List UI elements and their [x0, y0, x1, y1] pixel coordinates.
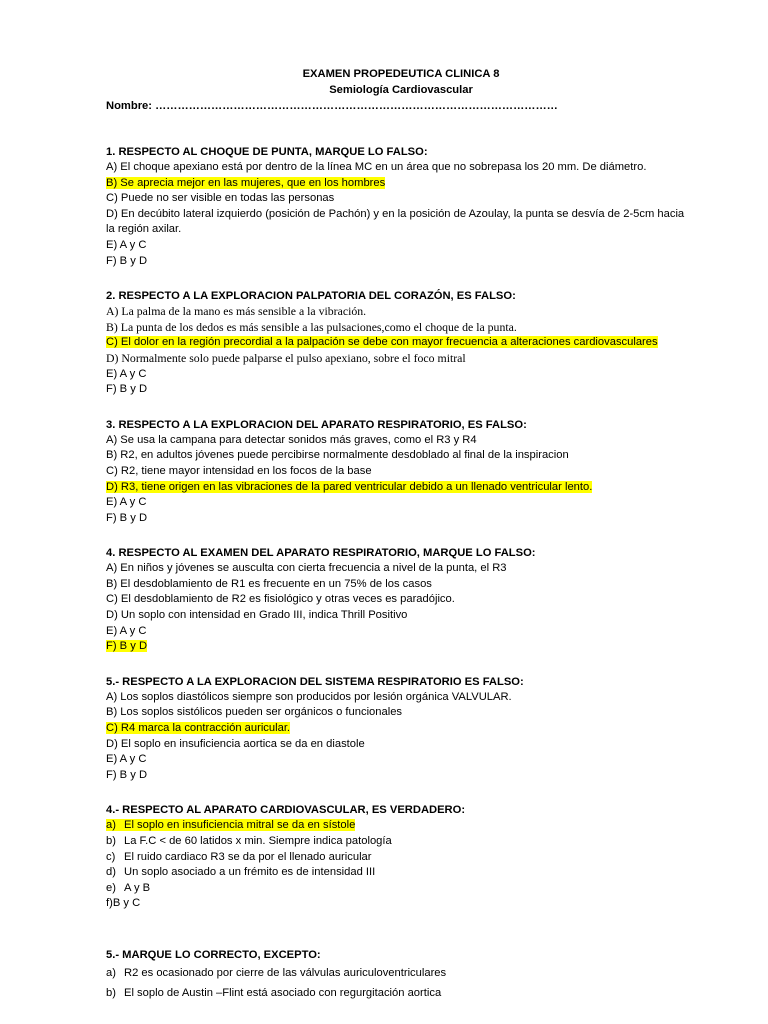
option-label: b) — [106, 986, 116, 999]
question-heading: 4.- RESPECTO AL APARATO CARDIOVASCULAR, ES VERDADERO: — [106, 804, 466, 817]
question-2 — [106, 288, 708, 398]
option-text: B y C — [112, 897, 141, 910]
option-d: D) Un soplo con intensidad en Grado III, indica Thrill Positivo — [106, 609, 408, 622]
name-field-label: Nombre: ……………………………………………………………………………………………… — [106, 100, 558, 112]
option-e: E) A y C — [106, 367, 147, 380]
option-text: A y B — [124, 881, 151, 894]
option-a: A) La palma de la mano es más sensible a la vibración. — [106, 304, 367, 319]
question-heading: 2. RESPECTO A LA EXPLORACION PALPATORIA DEL CORAZÓN, ES FALSO: — [106, 290, 516, 303]
option-f — [106, 896, 708, 912]
option-e — [106, 881, 708, 897]
option-d: D) En decúbito lateral izquierdo (posición de Pachón) y en la posición de Azoulay, la punta se desvía de 2-5cm hacia — [106, 207, 685, 220]
option-f: F) B y D — [106, 254, 148, 267]
question-heading: 5.- MARQUE LO CORRECTO, EXCEPTO: — [106, 948, 321, 961]
option-a: A) En niños y jóvenes se ausculta con cierta frecuencia a nivel de la punta, el R3 — [106, 562, 507, 575]
option-label: f) — [106, 897, 113, 910]
option-d: D) Normalmente solo puede palparse el pulso apexiano, sobre el foco mitral — [106, 350, 466, 365]
option-label: e) — [106, 881, 116, 894]
question-3 — [106, 417, 708, 527]
option-e: E) A y C — [106, 624, 147, 637]
option-c: C) Puede no ser visible en todas las personas — [106, 192, 335, 205]
option-e: E) A y C — [106, 496, 147, 509]
option-c-highlighted: C) R4 marca la contracción auricular. — [106, 722, 291, 735]
option-d: D) El soplo en insuficiencia aortica se da en diastole — [106, 737, 365, 750]
option-b — [106, 834, 708, 850]
option-text: Un soplo asociado a un frémito es de intensidad III — [124, 866, 376, 879]
option-d-continued: la región axilar. — [106, 223, 182, 236]
question-heading: 3. RESPECTO A LA EXPLORACION DEL APARATO RESPIRATORIO, ES FALSO: — [106, 418, 527, 431]
option-a: A) Los soplos diastólicos siempre son producidos por lesión orgánica VALVULAR. — [106, 690, 512, 703]
option-text: El soplo en insuficiencia mitral se da en sístole — [124, 819, 356, 832]
option-a: A) El choque apexiano está por dentro de la línea MC en un área que no sobrepasa los 20 mm. De diámetro. — [106, 161, 647, 173]
option-text: El soplo de Austin –Flint está asociado con regurgitación aortica — [124, 986, 442, 999]
option-b — [106, 986, 708, 1002]
option-f: F) B y D — [106, 768, 148, 781]
option-f: F) B y D — [106, 383, 148, 396]
exam-subtitle: Semiología Cardiovascular — [329, 84, 473, 96]
option-f: F) B y D — [106, 511, 148, 524]
option-c-highlighted: C) El dolor en la región precordial a la palpación se debe con mayor frecuencia a alteraciones cardiovasculares — [106, 336, 658, 349]
option-b-highlighted: B) Se aprecia mejor en las mujeres, que en los hombres — [106, 176, 386, 189]
option-a — [106, 966, 708, 982]
option-c: C) R2, tiene mayor intensidad en los focos de la base — [106, 464, 372, 477]
option-b: B) La punta de los dedos es más sensible a las pulsaciones,como el choque de la punta. — [106, 319, 517, 334]
option-label: a) — [106, 819, 116, 832]
option-e: E) A y C — [106, 238, 147, 251]
option-b: B) Los soplos sistólicos pueden ser orgánicos o funcionales — [106, 706, 403, 719]
option-text: El ruido cardiaco R3 se da por el llenado auricular — [124, 850, 372, 863]
question-4 — [106, 545, 708, 655]
question-6 — [106, 802, 708, 912]
option-label: b) — [106, 835, 116, 847]
option-a-highlighted — [106, 819, 355, 831]
option-label: c) — [106, 850, 116, 863]
option-text: R2 es ocasionado por cierre de las válvulas auriculoventriculares — [124, 966, 447, 979]
option-b: B) El desdoblamiento de R1 es frecuente en un 75% de los casos — [106, 577, 432, 590]
question-heading: 1. RESPECTO AL CHOQUE DE PUNTA, MARQUE LO FALSO: — [106, 146, 428, 158]
question-7 — [106, 947, 708, 1001]
option-e: E) A y C — [106, 753, 147, 766]
option-f-highlighted: F) B y D — [106, 640, 148, 653]
option-b: B) R2, en adultos jóvenes puede percibirse normalmente desdoblado al final de la inspiracion — [106, 449, 569, 462]
option-label: d) — [106, 866, 116, 879]
question-1 — [106, 144, 708, 269]
option-label: a) — [106, 966, 116, 979]
option-d-highlighted: D) R3, tiene origen en las vibraciones de la pared ventricular debido a un llenado ventricular lento. — [106, 480, 593, 493]
option-text: La F.C < de 60 latidos x min. Siempre indica patología — [124, 835, 392, 847]
option-c: C) El desdoblamiento de R2 es fisiológico y otras veces es paradójico. — [106, 593, 455, 606]
question-5 — [106, 674, 708, 784]
option-a: A) Se usa la campana para detectar sonidos más graves, como el R3 y R4 — [106, 433, 477, 446]
option-c — [106, 850, 708, 866]
question-heading: 5.- RESPECTO A LA EXPLORACION DEL SISTEMA RESPIRATORIO ES FALSO: — [106, 675, 524, 688]
question-heading: 4. RESPECTO AL EXAMEN DEL APARATO RESPIRATORIO, MARQUE LO FALSO: — [106, 547, 536, 560]
option-d — [106, 865, 708, 881]
exam-title: EXAMEN PROPEDEUTICA CLINICA 8 — [302, 68, 500, 80]
